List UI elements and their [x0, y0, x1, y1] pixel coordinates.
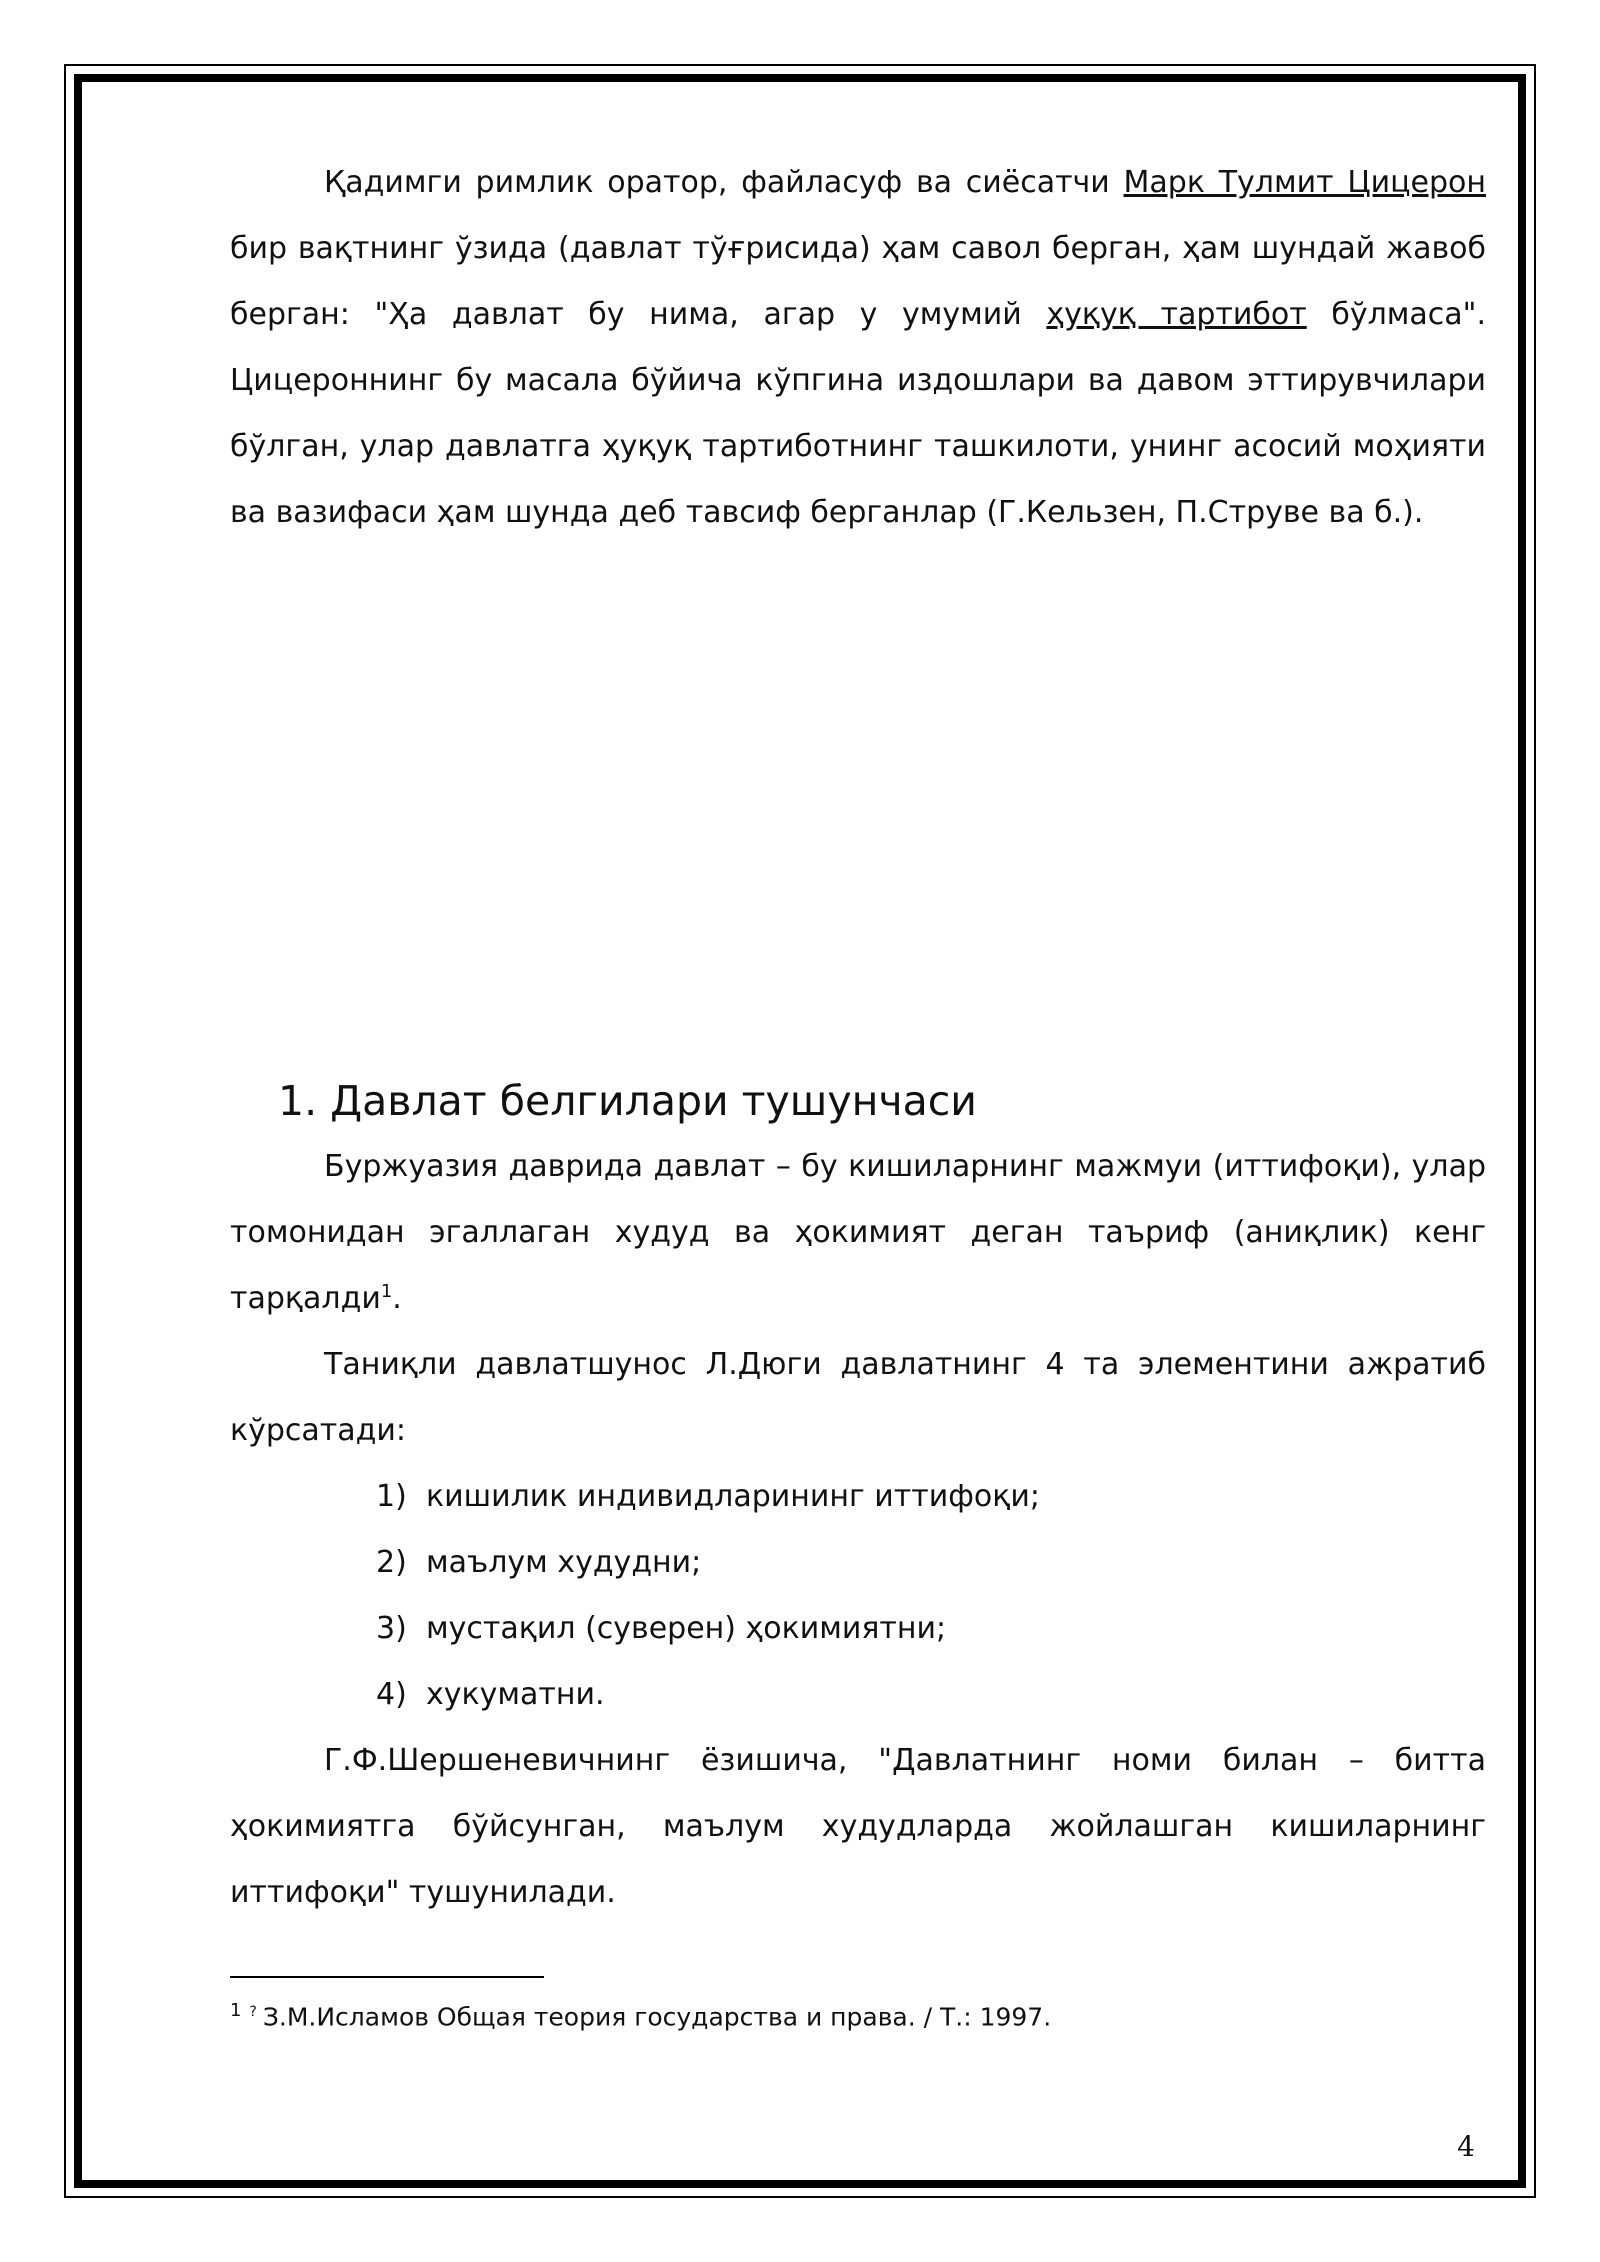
paragraph-bourgeois-definition — [230, 1134, 1486, 1332]
list-item-text: хукуматни. — [426, 1677, 605, 1712]
list-item — [230, 1596, 1486, 1662]
hyperlink-cicero[interactable]: Марк Тулмит Цицерон — [1123, 165, 1486, 200]
footnote-mark: ? — [249, 2004, 257, 2020]
footnote-text: З.М.Исламов Общая теория государства и права. / Т.: 1997. — [262, 2002, 1052, 2032]
list-item-text: маълум худудни; — [426, 1545, 702, 1580]
paragraph-cicero — [230, 150, 1486, 546]
list-item-number: 1) — [376, 1479, 407, 1514]
list-item-number: 2) — [376, 1545, 407, 1580]
section-heading: 1. Давлат белгилари тушунчаси — [278, 1077, 977, 1125]
hyperlink-legal-order[interactable]: ҳуқуқ тартибот — [1046, 297, 1307, 332]
paragraph-text: бўлмаса". Цицероннинг бу масала бўйича кўпгина издошлари ва давом эттирувчилари бўлган, улар давлатга ҳуқуқ тартиботнинг ташкилоти, унинг асосий моҳияти ва вазифаси ҳам шунда деб тавсиф берганлар (Г.Кельзен, П.Струве ва б.). — [230, 297, 1486, 530]
paragraph-shershenevich: Г.Ф.Шершеневичнинг ёзишича, "Давлатнинг номи билан – битта ҳокимиятга бўйсунган, маълум худудларда жойлашган кишиларнинг иттифоқи" тушунилади. — [230, 1743, 1486, 1910]
paragraph-duguit: Таниқли давлатшунос Л.Дюги давлатнинг 4 та элементини ажратиб кўрсатади: — [230, 1347, 1486, 1448]
page-number: 4 — [1457, 2130, 1475, 2163]
elements-list — [230, 1464, 1486, 1728]
list-item-text: мустақил (суверен) ҳокимиятни; — [426, 1611, 947, 1646]
footnote-reference[interactable]: 1 — [380, 1281, 393, 1302]
list-item — [230, 1464, 1486, 1530]
footnote — [230, 1992, 1486, 2037]
list-item-number: 4) — [376, 1677, 407, 1712]
paragraph-text: . — [392, 1281, 402, 1316]
paragraph-text: бир вақтнинг ўзида (давлат тўғрисида) ҳам савол берган, ҳам шундай жавоб берган: "Ҳа давлат бу нима, агар у умумий — [230, 231, 1486, 332]
list-item — [230, 1662, 1486, 1728]
list-item — [230, 1530, 1486, 1596]
document-body — [230, 150, 1486, 2037]
paragraph-text: Буржуазия даврида давлат – бу кишиларнинг мажмуи (иттифоқи), улар томонидан эгаллаган худуд ва ҳокимият деган таъриф (аниқлик) кенг тарқалди — [230, 1149, 1486, 1316]
footnote-separator — [230, 1976, 544, 1978]
list-item-number: 3) — [376, 1611, 407, 1646]
list-item-text: кишилик индивидларининг иттифоқи; — [426, 1479, 1040, 1514]
blank-space — [230, 546, 1486, 1068]
footnote-number: 1 — [230, 2000, 242, 2021]
paragraph-text: Қадимги римлик оратор, файласуф ва сиёсатчи — [324, 165, 1124, 200]
